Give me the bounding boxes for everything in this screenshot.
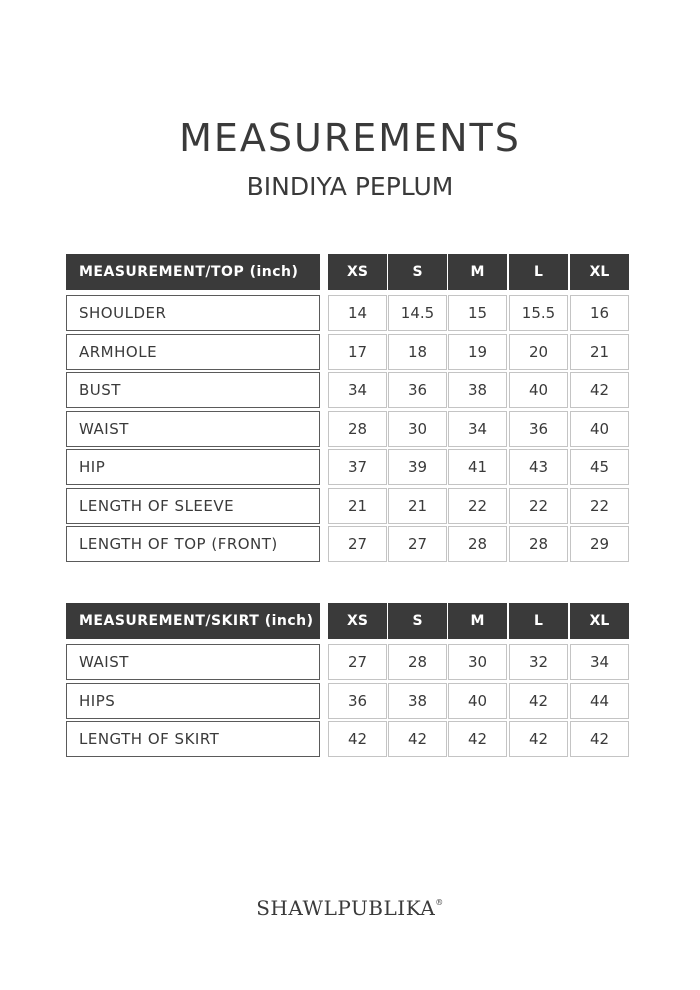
- row-label: ARMHOLE: [66, 334, 320, 370]
- value-cell: 29: [570, 526, 629, 562]
- value-cell: 15.5: [509, 295, 568, 331]
- value-cell: 40: [570, 411, 629, 447]
- table-header-label: MEASUREMENT/SKIRT (inch): [66, 603, 320, 639]
- size-header-m: M: [448, 603, 507, 639]
- value-cell: 30: [388, 411, 447, 447]
- value-cell: 17: [328, 334, 387, 370]
- table-header-label: MEASUREMENT/TOP (inch): [66, 254, 320, 290]
- row-label: LENGTH OF SLEEVE: [66, 488, 320, 524]
- size-header-xs: XS: [328, 254, 387, 290]
- value-cell: 42: [388, 721, 447, 757]
- brand-logo: [0, 896, 700, 920]
- value-cell: 36: [509, 411, 568, 447]
- value-cell: 34: [448, 411, 507, 447]
- value-cell: 19: [448, 334, 507, 370]
- row-label: WAIST: [66, 644, 320, 680]
- row-label: SHOULDER: [66, 295, 320, 331]
- value-cell: 34: [328, 372, 387, 408]
- value-cell: 42: [448, 721, 507, 757]
- value-cell: 15: [448, 295, 507, 331]
- value-cell: 30: [448, 644, 507, 680]
- value-cell: 38: [448, 372, 507, 408]
- value-cell: 41: [448, 449, 507, 485]
- value-cell: 27: [328, 526, 387, 562]
- value-cell: 44: [570, 683, 629, 719]
- value-cell: 39: [388, 449, 447, 485]
- value-cell: 27: [388, 526, 447, 562]
- size-header-l: L: [509, 603, 568, 639]
- value-cell: 14: [328, 295, 387, 331]
- value-cell: 22: [448, 488, 507, 524]
- value-cell: 22: [570, 488, 629, 524]
- value-cell: 34: [570, 644, 629, 680]
- value-cell: 42: [509, 721, 568, 757]
- row-label: BUST: [66, 372, 320, 408]
- value-cell: 42: [570, 372, 629, 408]
- size-header-s: S: [388, 603, 447, 639]
- brand-logo-text: SHAWLPUBLIKA: [256, 896, 436, 920]
- value-cell: 28: [388, 644, 447, 680]
- value-cell: 42: [328, 721, 387, 757]
- value-cell: 21: [388, 488, 447, 524]
- size-header-m: M: [448, 254, 507, 290]
- size-header-xl: XL: [570, 603, 629, 639]
- page-subtitle: BINDIYA PEPLUM: [246, 172, 454, 201]
- row-label: LENGTH OF TOP (FRONT): [66, 526, 320, 562]
- row-label: WAIST: [66, 411, 320, 447]
- value-cell: 20: [509, 334, 568, 370]
- value-cell: 32: [509, 644, 568, 680]
- value-cell: 37: [328, 449, 387, 485]
- value-cell: 22: [509, 488, 568, 524]
- value-cell: 40: [448, 683, 507, 719]
- size-header-l: L: [509, 254, 568, 290]
- registered-mark: ®: [435, 898, 444, 907]
- value-cell: 27: [328, 644, 387, 680]
- value-cell: 18: [388, 334, 447, 370]
- size-header-xl: XL: [570, 254, 629, 290]
- row-label: LENGTH OF SKIRT: [66, 721, 320, 757]
- value-cell: 40: [509, 372, 568, 408]
- value-cell: 43: [509, 449, 568, 485]
- value-cell: 36: [328, 683, 387, 719]
- value-cell: 28: [328, 411, 387, 447]
- value-cell: 21: [328, 488, 387, 524]
- value-cell: 21: [570, 334, 629, 370]
- value-cell: 42: [509, 683, 568, 719]
- size-header-xs: XS: [328, 603, 387, 639]
- value-cell: 14.5: [388, 295, 447, 331]
- value-cell: 42: [570, 721, 629, 757]
- row-label: HIPS: [66, 683, 320, 719]
- value-cell: 45: [570, 449, 629, 485]
- value-cell: 36: [388, 372, 447, 408]
- row-label: HIP: [66, 449, 320, 485]
- value-cell: 16: [570, 295, 629, 331]
- value-cell: 28: [509, 526, 568, 562]
- page-title: MEASUREMENTS: [179, 116, 521, 160]
- value-cell: 28: [448, 526, 507, 562]
- size-header-s: S: [388, 254, 447, 290]
- value-cell: 38: [388, 683, 447, 719]
